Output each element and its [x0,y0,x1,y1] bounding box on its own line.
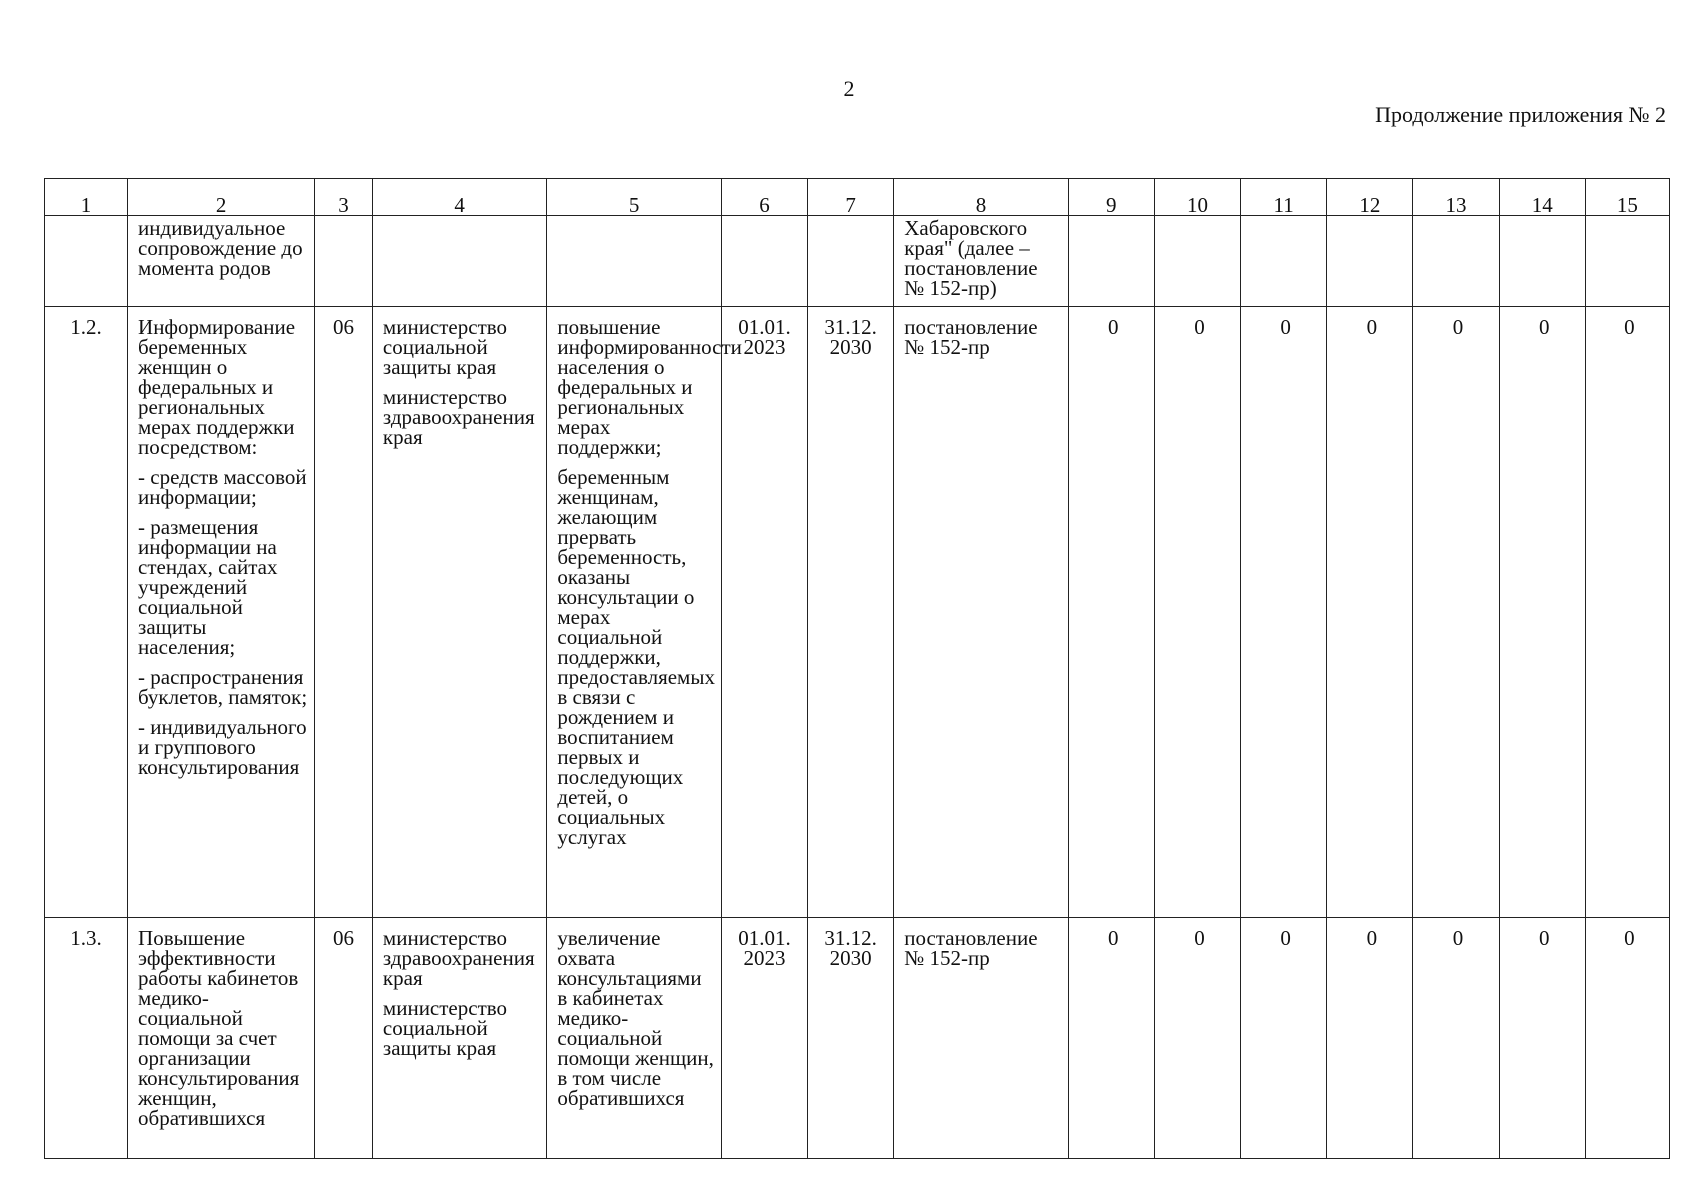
basis-cell: Хабаровского края" (далее – постановление № 152-пр) [894,216,1068,307]
measure-code [315,216,373,307]
table-row [45,918,1670,1159]
result-text: беременным женщинам, желающим прервать беременность, оказаны консультации о мерах социальной поддержки, предоставляемых в связи с рождением и воспитанием первых и последующих детей, о социальных услугах [557,465,715,849]
result-text: увеличение охвата консультациями в кабинетах медико-социальной помощи женщин, в том числе обратившихся [557,926,714,1110]
measure-code: 06 [315,918,373,1159]
column-header: 3 [315,179,373,216]
result-cell [547,307,742,918]
table-row [45,307,1670,918]
value-cell: 0 [1585,918,1669,1159]
column-header: 7 [808,179,894,216]
column-header: 4 [372,179,546,216]
page-number: 2 [843,76,855,101]
measure-name [128,918,315,1159]
table-row [45,216,1670,307]
row-number: 1.3. [45,918,128,1159]
column-header: 1 [45,179,128,216]
measure-name [128,216,315,307]
value-cell: 0 [1241,918,1327,1159]
end-date [808,216,894,307]
measure-name-text: индивидуальное сопровождение до момента родов [138,216,303,280]
measure-name-item: - индивидуального и группового консультирования [138,715,307,779]
result-cell [547,918,721,1159]
executors-cell [372,307,546,918]
value-cell: 0 [1327,918,1413,1159]
executor: министерство социальной защиты края [382,996,508,1060]
value-cell: 0 [1154,307,1240,918]
measure-name-item: - распространения буклетов, памяток; [138,665,308,709]
value-cell [1068,216,1154,307]
column-number-row [45,179,1670,216]
measure-name-text: Информирование беременных женщин о федеральных и региональных мерах поддержки посредством: [138,315,296,459]
value-cell: 0 [1068,918,1154,1159]
basis-cell: постановление № 152-пр [894,307,1068,918]
appendix-continuation-note: Продолжение приложения № 2 [1375,102,1666,127]
executor: министерство здравоохранения края [382,385,535,449]
measure-name-text: Повышение эффективности работы кабинетов медико-социальной помощи за счет организации консультирования женщин, обратившихся [138,926,300,1130]
column-header: 6 [721,179,807,216]
result-text: повышение информированности населения о федеральных и региональных мерах поддержки; [557,315,742,459]
column-header: 13 [1413,179,1499,216]
end-date: 31.12. 2030 [808,918,894,1159]
measures-table [44,178,1670,1159]
start-date: 01.01. 2023 [721,307,807,918]
column-header: 15 [1585,179,1669,216]
executors-cell [372,918,546,1159]
start-date: 01.01. 2023 [721,918,807,1159]
column-header: 8 [894,179,1068,216]
measure-name-item: - размещения информации на стендах, сайтах учреждений социальной защиты населения; [138,515,278,659]
value-cell: 0 [1499,918,1585,1159]
row-number: 1.2. [45,307,128,918]
measure-name [128,307,315,918]
value-cell: 0 [1068,307,1154,918]
executor: министерство здравоохранения края [382,926,535,990]
value-cell: 0 [1413,918,1499,1159]
measure-code: 06 [315,307,373,918]
column-header: 2 [128,179,315,216]
value-cell [1585,216,1669,307]
basis-cell: постановление № 152-пр [894,918,1068,1159]
value-cell [1154,216,1240,307]
value-cell [1327,216,1413,307]
column-header: 12 [1327,179,1413,216]
value-cell [1499,216,1585,307]
value-cell: 0 [1327,307,1413,918]
row-number [45,216,128,307]
end-date: 31.12. 2030 [808,307,894,918]
value-cell: 0 [1241,307,1327,918]
column-header: 11 [1241,179,1327,216]
value-cell: 0 [1585,307,1669,918]
result-cell [547,216,721,307]
start-date [721,216,807,307]
measure-name-item: - средств массовой информации; [138,465,307,509]
executors-cell [372,216,546,307]
column-header: 14 [1499,179,1585,216]
value-cell: 0 [1499,307,1585,918]
value-cell: 0 [1413,307,1499,918]
executor: министерство социальной защиты края [382,315,508,379]
value-cell [1241,216,1327,307]
value-cell [1413,216,1499,307]
column-header: 5 [547,179,721,216]
value-cell: 0 [1154,918,1240,1159]
column-header: 10 [1154,179,1240,216]
column-header: 9 [1068,179,1154,216]
